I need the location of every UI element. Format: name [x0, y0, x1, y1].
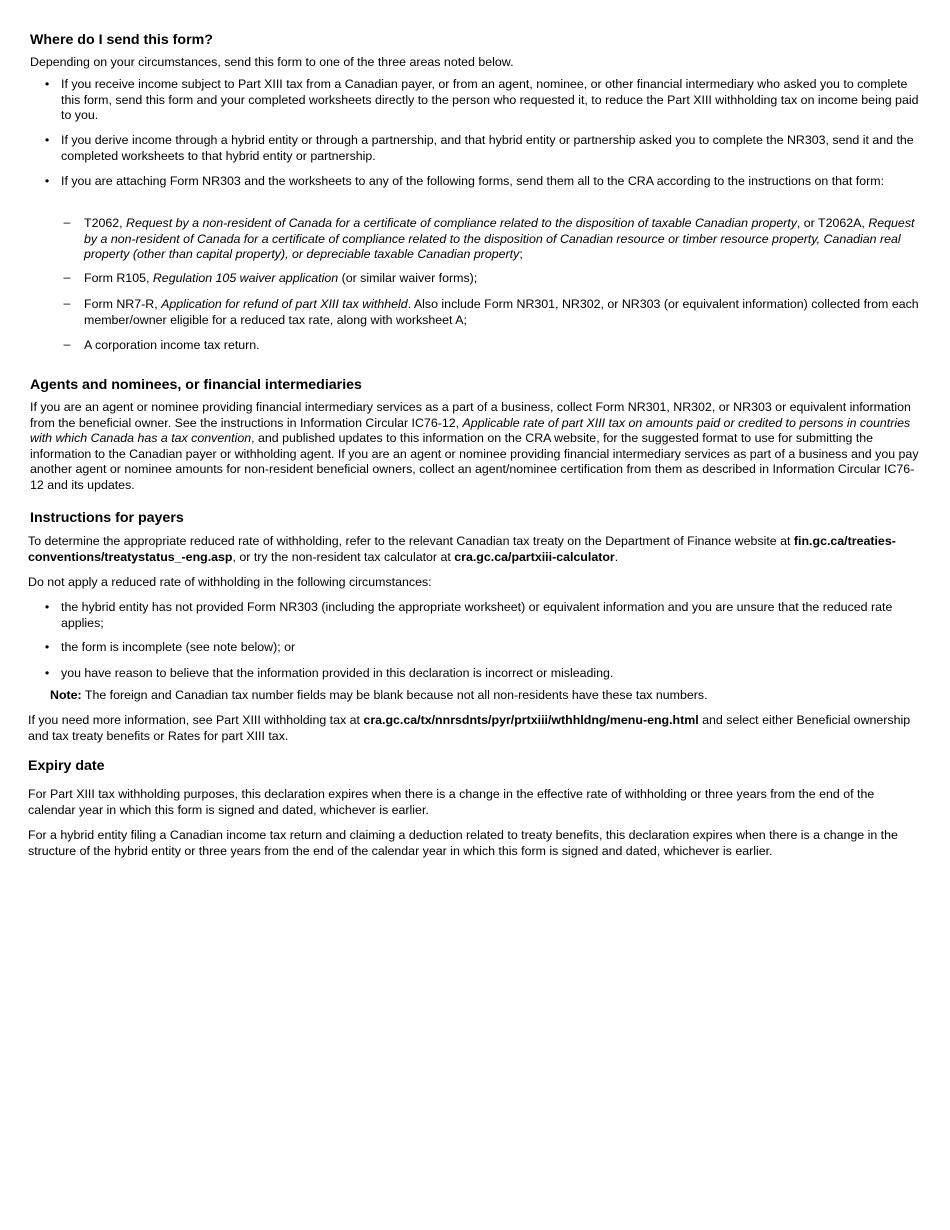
expiry-hybrid-paragraph: For a hybrid entity filing a Canadian income tax return and claiming a deduction related to treaty benefits, this declaration expires when there is a change in the structure of the hybrid entity or three years from the end of the calendar year in which this form is signed and dated, whichever is earlier.: [28, 828, 898, 858]
payers-bullet-1: the hybrid entity has not provided Form NR303 (including the appropriate worksheet) or equivalent information and you are unsure that the reduced rate applies;: [61, 600, 893, 630]
agents-heading: Agents and nominees, or financial intermediaries: [30, 377, 362, 393]
payers-heading: Instructions for payers: [30, 510, 184, 526]
expiry-withholding-paragraph: For Part XIII tax withholding purposes, this declaration expires when there is a change in the effective rate of withholding or three years from the end of the calendar year in which this form is signed and dated, whichever is earlier.: [28, 787, 875, 817]
send-bullet-3: If you are attaching Form NR303 and the worksheets to any of the following forms, send them all to the CRA according to the instructions on that form:: [61, 174, 885, 188]
send-heading: Where do I send this form?: [30, 32, 213, 48]
bullet-marker: •: [44, 133, 50, 147]
subitem-nr7r: Form NR7-R, Application for refund of part XIII tax withheld. Also include Form NR301, NR302, or NR303 (or equivalent information) collected from each member/owner eligible for a reduced tax rate, along with worksheet A;: [84, 297, 919, 327]
dash-marker: –: [63, 337, 71, 351]
calculator-link[interactable]: cra.gc.ca/partxiii-calculator: [454, 549, 615, 564]
note-paragraph: Note: The foreign and Canadian tax number fields may be blank because not all non-residents have these tax numbers.: [50, 688, 708, 702]
subitem-r105: Form R105, Regulation 105 waiver application (or similar waiver forms);: [84, 271, 478, 285]
send-bullet-1: If you receive income subject to Part XIII tax from a Canadian payer, or from an agent, nominee, or other financial intermediary who asked you to complete this form, send this form and your completed worksheets directly to the person who requested it, to reduce the Part XIII withholding tax on income being paid to you.: [61, 77, 919, 123]
payers-bullet-3: you have reason to believe that the information provided in this declaration is incorrect or misleading.: [61, 666, 614, 680]
more-info-paragraph: If you need more information, see Part XIII withholding tax at cra.gc.ca/tx/nnrsdnts/pyr/prtxiii/wthhldng/menu-eng.html and select either Beneficial ownership and tax treaty benefits or Rates for part XIII tax.: [28, 713, 911, 743]
bullet-marker: •: [44, 77, 50, 91]
note-label: Note:: [50, 688, 82, 702]
finance-treaty-link[interactable]: fin.gc.ca/treaties-conventions/treatystatus_-eng.asp: [28, 534, 896, 564]
subitem-t2062: T2062, Request by a non-resident of Canada for a certificate of compliance related to the disposition of taxable Canadian property, or T2062A, Request by a non-resident of Canada for a certificate of compliance related to the disposition of Canadian resource or timber resource property, Canadian real property (other than capital property), or depreciable taxable Canadian property;: [84, 216, 915, 262]
dash-marker: –: [63, 296, 71, 310]
payers-bullet-2: the form is incomplete (see note below); or: [61, 640, 296, 654]
payers-treaty-paragraph: To determine the appropriate reduced rate of withholding, refer to the relevant Canadian tax treaty on the Department of Finance website at fin.gc.ca/treaties-conventions/treatystatus_-eng.asp, or try the non-resident tax calculator at cra.gc.ca/partxiii-calculator.: [28, 534, 896, 564]
expiry-heading: Expiry date: [28, 758, 105, 774]
withholding-tax-link[interactable]: cra.gc.ca/tx/nnrsdnts/pyr/prtxiii/wthhldng/menu-eng.html: [363, 713, 699, 727]
send-intro: Depending on your circumstances, send this form to one of the three areas noted below.: [30, 55, 514, 69]
subitem-corporation-return: A corporation income tax return.: [84, 338, 260, 352]
agents-paragraph: If you are an agent or nominee providing financial intermediary services as a part of a business, collect Form NR301, NR302, or NR303 or equivalent information from the beneficial owner. See the instructions in Information Circular IC76-12, Applicable rate of part XIII tax on amounts paid or credited to persons in countries with which Canada has a tax convention, and published updates to this information on the CRA website, for the suggested format to use for submitting the information to the Canadian payer or withholding agent. If you are an agent or nominee providing financial intermediary services as part of a business and you pay another agent or nominee amounts for non-resident beneficial owners, collect an agent/nominee certification from them as described in Information Circular IC76-12 and its updates.: [30, 400, 919, 492]
dash-marker: –: [63, 215, 71, 229]
payers-circumstances-intro: Do not apply a reduced rate of withholding in the following circumstances:: [28, 575, 432, 589]
send-bullet-2: If you derive income through a hybrid entity or through a partnership, and that hybrid entity or partnership asked you to complete the NR303, send it and the completed worksheets to that hybrid entity or partnership.: [61, 133, 914, 163]
bullet-marker: •: [44, 640, 50, 654]
bullet-marker: •: [44, 666, 50, 680]
bullet-marker: •: [44, 174, 50, 188]
bullet-marker: •: [44, 600, 50, 614]
dash-marker: –: [63, 270, 71, 284]
